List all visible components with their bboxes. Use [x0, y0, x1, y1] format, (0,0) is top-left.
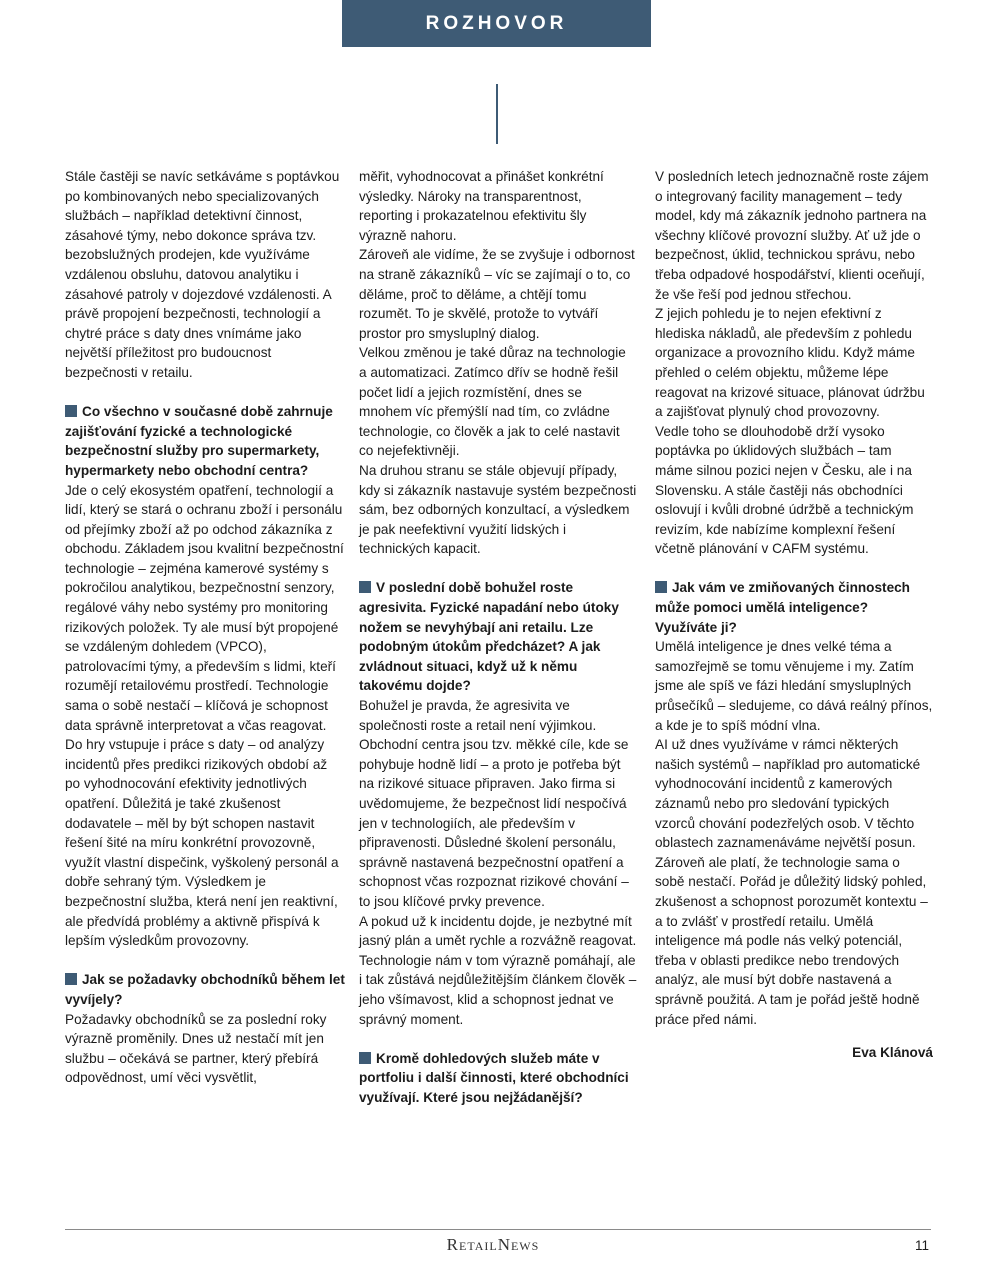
interview-question: Kromě dohledových služeb máte v portfoliu i další činnosti, které obchodníci využívají. Které jsou nejžádanější?: [359, 1050, 629, 1105]
interview-question: Jak vám ve zmiňovaných činnostech může pomoci umělá inteligence? Využíváte ji?: [655, 580, 910, 635]
paragraph: Na druhou stranu se stále objevují případy, kdy si zákazník nastavuje systém bezpečnosti sám, bez odborných konzultací, a výsledkem je pak neefektivní využití lidských i technických kapacit.: [359, 462, 637, 557]
section-banner: [342, 0, 651, 47]
paragraph: Zároveň ale platí, že technologie sama o sobě nestačí. Pořád je důležitý lidský pohled, zkušenost a schopnost porozumět kontextu – a to zvlášť v prostředí retailu. Umělá inteligence má podle nás velký potenciál, třeba v oblasti predikce nebo trendových analýz, ale musí být dobře nastavená a správně použitá. A tam je pořád ještě hodně práce před námi.: [655, 854, 928, 1027]
section-title: ROZHOVOR: [425, 12, 568, 34]
paragraph: Z jejich pohledu je to nejen efektivní z hlediska nákladů, ale především z pohledu organizace a provozního klidu. Když máme přehled o celém objektu, můžeme lépe reagovat na krizové situace, plánovat údržbu a zajišťovat plynulý chod provozovny.: [655, 306, 925, 420]
interview-question: Jak se požadavky obchodníků během let vyvíjely?: [65, 972, 345, 1007]
paragraph: Umělá inteligence je dnes velké téma a samozřejmě se tomu věnujeme i my. Zatím jsme ale spíš ve fázi hledání smysluplných průsečíků – sledujeme, co dává reálný přínos, a kde je to spíš módní vlna.: [655, 639, 933, 733]
square-bullet-icon: [65, 405, 77, 417]
column-3: [655, 167, 933, 1076]
paragraph: AI už dnes využíváme v rámci některých našich systémů – například pro automatické vyhodnocování incidentů z kamerových záznamů nebo pro sledování typických vzorců chování podezřelých osob. V těchto oblastech zaznamenáváme největší posun.: [655, 737, 921, 851]
column-2: [359, 167, 637, 1108]
column-1: [65, 167, 345, 1088]
paragraph: Bohužel je pravda, že agresivita ve společnosti roste a retail není výjimkou. Obchodní centra jsou tzv. měkké cíle, kde se pohybuje hodně lidí – a proto je potřeba být na rizikové situace připraven. Jako firma si uvědomujeme, že bezpečnost lidí nespočívá jen v technologiích, ale především v připravenosti. Důsledné školení personálu, správně nastavená bezpečnostní opatření a schopnost včas rozpoznat rizikové chování – to jsou klíčové prvky prevence.: [359, 698, 629, 909]
footer-rule: [65, 1229, 931, 1230]
author-name: Eva Klánová: [852, 1045, 933, 1061]
paragraph: A pokud už k incidentu dojde, je nezbytné mít jasný plán a umět rychle a rozvážně reagovat. Technologie nám v tom výrazně pomáhají, ale i tak zůstává nejdůležitějším článkem člověk – jeho všímavost, klid a schopnost jednat ve správný moment.: [359, 913, 637, 1027]
square-bullet-icon: [65, 973, 77, 985]
decorative-divider: [496, 84, 498, 144]
square-bullet-icon: [359, 1052, 371, 1064]
paragraph: Zároveň ale vidíme, že se zvyšuje i odbornost na straně zákazníků – víc se zajímají o to, co děláme, proč to děláme, a chtějí tomu rozumět. To je skvělé, protože to vytváří prostor pro smysluplný dialog.: [359, 247, 635, 341]
square-bullet-icon: [655, 581, 667, 593]
paragraph: Velkou změnou je také důraz na technologie a automatizaci. Zatímco dřív se hodně řešil počet lidí a jejich rozmístění, dnes se mnohem víc přemýšlí nad tím, co zvládne technologie, co člověk a jak to celé nastavit co nejefektivněji.: [359, 345, 626, 459]
page-number: 11: [914, 1238, 929, 1253]
paragraph: měřit, vyhodnocovat a přinášet konkrétní výsledky. Nároky na transparentnost, reporting i prokazatelnou efektivitu šly výrazně nahoru.: [359, 169, 604, 243]
interview-question: Co všechno v současné době zahrnuje zajišťování fyzické a technologické bezpečnostní služby pro supermarkety, hypermarkety nebo obchodní centra?: [65, 404, 333, 478]
paragraph: Stále častěji se navíc setkáváme s poptávkou po kombinovaných nebo specializovaných službách – například detektivní činnost, zásahové týmy, nebo dokonce správa tzv. bezobslužných prodejen, kde využíváme vzdálenou obsluhu, datovou analytiku i zásahové patroly v dojezdové vzdálenosti. A právě propojení bezpečnosti, technologií a chytré práce s daty dnes vnímáme jako největší příležitost pro budoucnost bezpečnosti v retailu.: [65, 169, 340, 380]
paragraph: V posledních letech jednoznačně roste zájem o integrovaný facility management – tedy model, kdy má zákazník jednoho partnera na všechny klíčové provozní služby. Ať už jde o bezpečnost, úklid, technickou správu, nebo třeba odpadové hospodářství, klienti oceňují, že vše řeší pod jednou střechou.: [655, 169, 929, 302]
paragraph: Do hry vstupuje i práce s daty – od analýzy incidentů přes predikci rizikových období až po vyhodnocování efektivity jednotlivých opatření. Důležitá je také zkušenost dodavatele – měl by být schopen nastavit řešení šité na míru konkrétní provozovně, využít vlastní dispečink, vyškolený personál a dobře sehraný tým. Výsledkem je bezpečnostní služba, která není jen reaktivní, ale předvídá problémy a aktivně přispívá k lepším výsledkům provozovny.: [65, 737, 339, 949]
paragraph: Vedle toho se dlouhodobě drží vysoko poptávka po úklidových službách – tam máme silnou pozici nejen v Česku, ale i na Slovensku. A stále častěji nás obchodníci oslovují i kvůli drobné údržbě a technickým revizím, kde nabízíme komplexní řešení včetně plánování v CAFM systému.: [655, 423, 914, 557]
magazine-logo: RetailNews: [446, 1235, 540, 1254]
paragraph: Jde o celý ekosystém opatření, technologií a lidí, který se stará o ochranu zboží i personálu od přejímky zboží až po odchod zákazníka z obchodu. Základem jsou kvalitní bezpečnostní technologie – zejména kamerové systémy s pokročilou analytikou, bezpečnostní senzory, regálové váhy nebo systémy pro monitoring rizikových položek. Ty ale musí být propojené se vzdáleným dohledem (VPCO), patrolovacími týmy, a především s lidmi, kteří rozumějí retailovému prostředí. Technologie sama o sobě nestačí – klíčová je schopnost data správně interpretovat a včas reagovat.: [65, 482, 344, 733]
paragraph: Požadavky obchodníků se za poslední roky výrazně proměnily. Dnes už nestačí mít jen službu – očekává se partner, který přebírá odpovědnost, umí věci vysvětlit,: [65, 1011, 327, 1086]
square-bullet-icon: [359, 581, 371, 593]
interview-question: V poslední době bohužel roste agresivita. Fyzické napadání nebo útoky nožem se nevyhýbají ani retailu. Lze podobným útokům předcházet? A jak zvládnout situaci, když už k němu takovému dojde?: [359, 580, 619, 694]
